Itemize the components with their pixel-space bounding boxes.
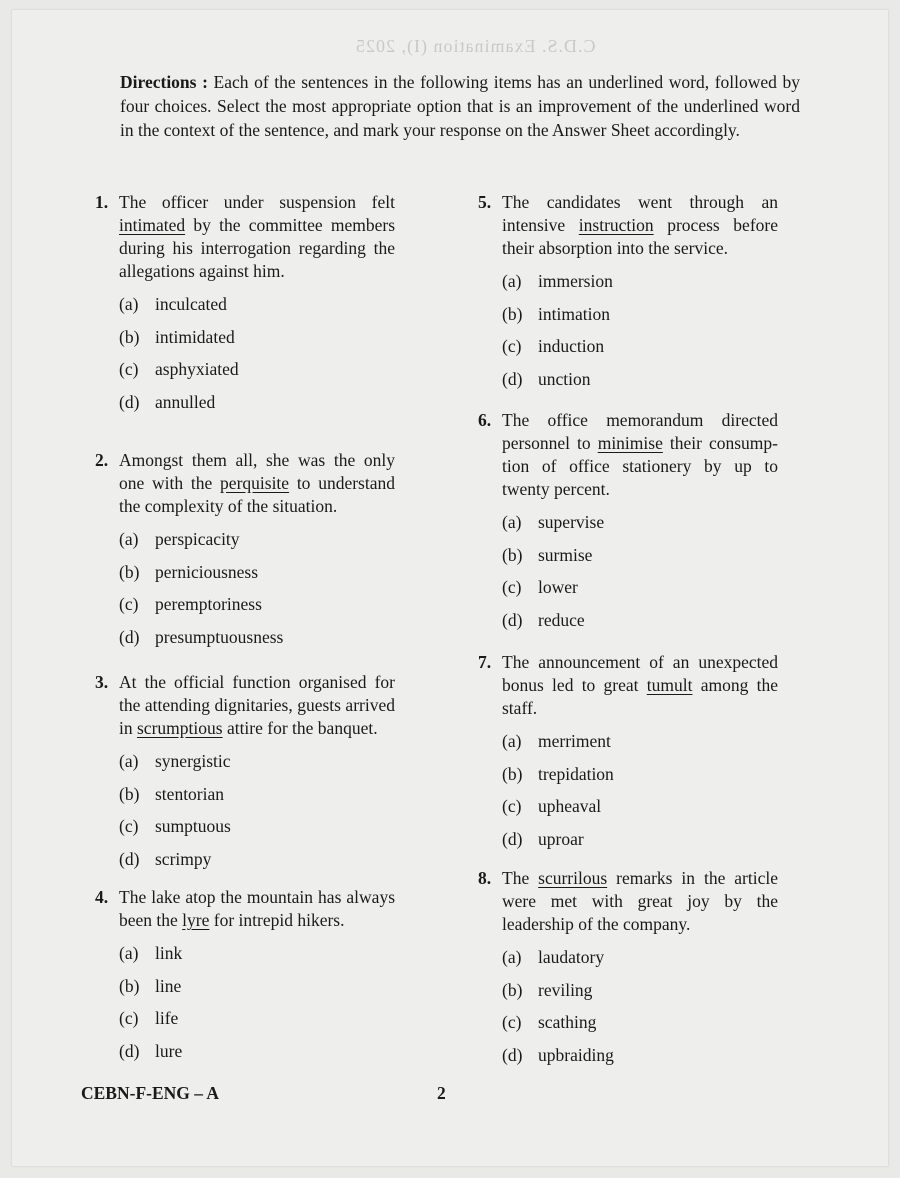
stem-text: by the committee members during his interrogation regarding the allegations against him. [119, 215, 395, 281]
bleed-through-header: C.D.S. Examination (I), 2025 [355, 36, 596, 56]
question-5 [478, 191, 778, 409]
option-letter: (a) [119, 529, 139, 549]
option-text: upheaval [538, 796, 602, 816]
option-letter: (a) [502, 271, 522, 291]
option-text: perniciousness [155, 561, 259, 582]
option-letter: (d) [502, 828, 523, 849]
option-letter: (d) [119, 626, 140, 647]
option-text: lower [538, 577, 578, 597]
question-stem [119, 886, 395, 932]
options-list [119, 293, 395, 423]
option-b [119, 561, 395, 594]
option-b [502, 763, 778, 796]
option-text: life [155, 1008, 179, 1028]
option-letter: (d) [119, 848, 140, 869]
stem-text: The candidates went through an intensive [502, 192, 778, 235]
option-text: link [155, 943, 183, 963]
option-b [502, 979, 778, 1012]
option-text: reduce [538, 609, 585, 630]
option-letter: (b) [119, 326, 140, 347]
question-2 [95, 449, 395, 671]
stem-text: process before their absorption into the service. [502, 215, 778, 258]
option-d [502, 828, 778, 861]
question-number: 6. [478, 410, 492, 430]
option-text: inculcated [155, 294, 227, 314]
underlined-word: scrumptious [137, 718, 223, 738]
stem-text: remarks in the article were met with great joy by the leadership of the company. [502, 868, 778, 934]
question-stem [119, 449, 395, 518]
option-c [502, 576, 778, 609]
option-letter: (c) [502, 577, 522, 597]
stem-text: The [502, 868, 539, 888]
option-letter: (d) [502, 609, 523, 630]
option-text: uproar [538, 828, 584, 849]
question-number: 7. [478, 652, 492, 672]
options-list [119, 750, 395, 880]
options-list [502, 946, 778, 1076]
option-letter: (b) [119, 783, 140, 804]
option-text: laudatory [538, 947, 605, 967]
option-text: reviling [538, 979, 593, 1000]
options-list [502, 730, 778, 860]
question-number: 3. [95, 672, 109, 692]
option-letter: (d) [119, 391, 140, 412]
option-text: asphyxiated [155, 359, 239, 379]
option-letter: (a) [502, 512, 522, 532]
option-d [502, 1044, 778, 1077]
option-a [502, 511, 778, 544]
question-stem [502, 409, 778, 501]
question-number: 2. [95, 450, 109, 470]
stem-text: to understand the complexity of the situation. [119, 473, 395, 516]
option-letter: (b) [502, 544, 523, 565]
stem-text: among the staff. [502, 675, 778, 718]
option-text: surmise [538, 544, 593, 565]
left-column [95, 191, 395, 1072]
option-letter: (b) [502, 303, 523, 324]
option-d [119, 391, 395, 424]
option-letter: (d) [502, 368, 523, 389]
stem-text: At the official function organised for the attending dignitaries, guests arrived in [119, 672, 395, 738]
option-letter: (c) [119, 359, 139, 379]
stem-text: attire for the banquet. [222, 718, 378, 738]
option-letter: (b) [502, 979, 523, 1000]
options-list [119, 942, 395, 1072]
option-letter: (c) [502, 1012, 522, 1032]
option-letter: (b) [119, 975, 140, 996]
question-stem [119, 191, 395, 283]
question-number: 5. [478, 192, 492, 212]
option-a [119, 293, 395, 326]
question-number: 4. [95, 887, 109, 907]
option-text: induction [538, 336, 605, 356]
question-3 [95, 671, 395, 886]
option-b [502, 303, 778, 336]
option-a [502, 270, 778, 303]
question-stem [502, 651, 778, 720]
option-text: perspicacity [155, 529, 240, 549]
options-list [502, 270, 778, 400]
option-letter: (c) [502, 336, 522, 356]
page-number: 2 [437, 1083, 446, 1103]
option-c [502, 795, 778, 828]
booklet-code: CEBN-F-ENG – A [81, 1083, 220, 1103]
option-text: scrimpy [155, 848, 212, 869]
option-b [119, 975, 395, 1008]
right-column [478, 191, 778, 1076]
option-letter: (a) [502, 731, 522, 751]
option-c [119, 593, 395, 626]
option-text: supervise [538, 512, 605, 532]
underlined-word: intimated [119, 215, 186, 235]
stem-text: The lake atop the mountain has always been the [119, 887, 395, 930]
option-d [119, 848, 395, 881]
option-letter: (d) [502, 1044, 523, 1065]
underlined-word: lyre [182, 910, 210, 930]
question-7 [478, 651, 778, 867]
question-4 [95, 886, 395, 1072]
option-c [119, 1007, 395, 1040]
stem-text: for intrepid hikers. [209, 910, 345, 930]
option-text: sumptuous [155, 816, 231, 836]
option-text: annulled [155, 391, 216, 412]
stem-text: Amongst them all, she was the only one with the [119, 450, 395, 493]
underlined-word: tumult [646, 675, 693, 695]
option-letter: (a) [119, 294, 139, 314]
option-letter: (c) [119, 1008, 139, 1028]
option-text: line [155, 975, 182, 996]
option-text: peremptoriness [155, 594, 262, 614]
option-b [502, 544, 778, 577]
stem-text: The announcement of an unexpected bonus led to great [502, 652, 778, 695]
question-stem [502, 191, 778, 260]
question-stem [119, 671, 395, 740]
option-d [119, 626, 395, 659]
option-a [119, 942, 395, 975]
underlined-word: scurrilous [538, 868, 608, 888]
option-text: immersion [538, 271, 613, 291]
option-d [502, 609, 778, 642]
underlined-word: instruction [578, 215, 654, 235]
option-text: scathing [538, 1012, 597, 1032]
question-number: 1. [95, 192, 109, 212]
option-letter: (a) [119, 943, 139, 963]
option-a [119, 528, 395, 561]
option-text: presumptuousness [155, 626, 284, 647]
question-1 [95, 191, 395, 449]
options-list [119, 528, 395, 658]
option-a [502, 946, 778, 979]
stem-text: The office memorandum directed personnel to [502, 410, 778, 453]
option-c [119, 358, 395, 391]
option-letter: (a) [119, 751, 139, 771]
option-d [119, 1040, 395, 1073]
option-text: merriment [538, 731, 611, 751]
question-6 [478, 409, 778, 651]
directions-paragraph [120, 70, 800, 142]
option-text: upbraiding [538, 1044, 614, 1065]
option-text: synergistic [155, 751, 231, 771]
stem-text: The officer under suspension felt [119, 192, 395, 212]
option-b [119, 783, 395, 816]
option-text: intimation [538, 303, 610, 324]
option-text: trepidation [538, 763, 614, 784]
directions-text: Each of the sentences in the following items has an underlined word, followed by four choices. Select the most appropriate option that is an improvement of the underlined word in the context of the sentence, and mark your response on the Answer Sheet accordingly. [120, 72, 801, 140]
option-c [119, 815, 395, 848]
underlined-word: perquisite [220, 473, 290, 493]
option-letter: (b) [502, 763, 523, 784]
option-letter: (c) [119, 816, 139, 836]
option-d [502, 368, 778, 401]
option-letter: (c) [502, 796, 522, 816]
option-letter: (d) [119, 1040, 140, 1061]
underlined-word: minimise [597, 433, 663, 453]
question-stem [502, 867, 778, 936]
option-letter: (b) [119, 561, 140, 582]
option-b [119, 326, 395, 359]
option-text: stentorian [155, 783, 225, 804]
option-c [502, 1011, 778, 1044]
option-letter: (c) [119, 594, 139, 614]
option-a [119, 750, 395, 783]
option-c [502, 335, 778, 368]
option-letter: (a) [502, 947, 522, 967]
option-text: intimidated [155, 326, 235, 347]
option-text: lure [155, 1040, 183, 1061]
option-text: unction [538, 368, 591, 389]
options-list [502, 511, 778, 641]
option-a [502, 730, 778, 763]
directions-label: Directions : [120, 72, 208, 92]
question-8 [478, 867, 778, 1076]
question-number: 8. [478, 868, 492, 888]
stem-text: their consump-tion of office stationery by up to twenty percent. [502, 433, 778, 499]
